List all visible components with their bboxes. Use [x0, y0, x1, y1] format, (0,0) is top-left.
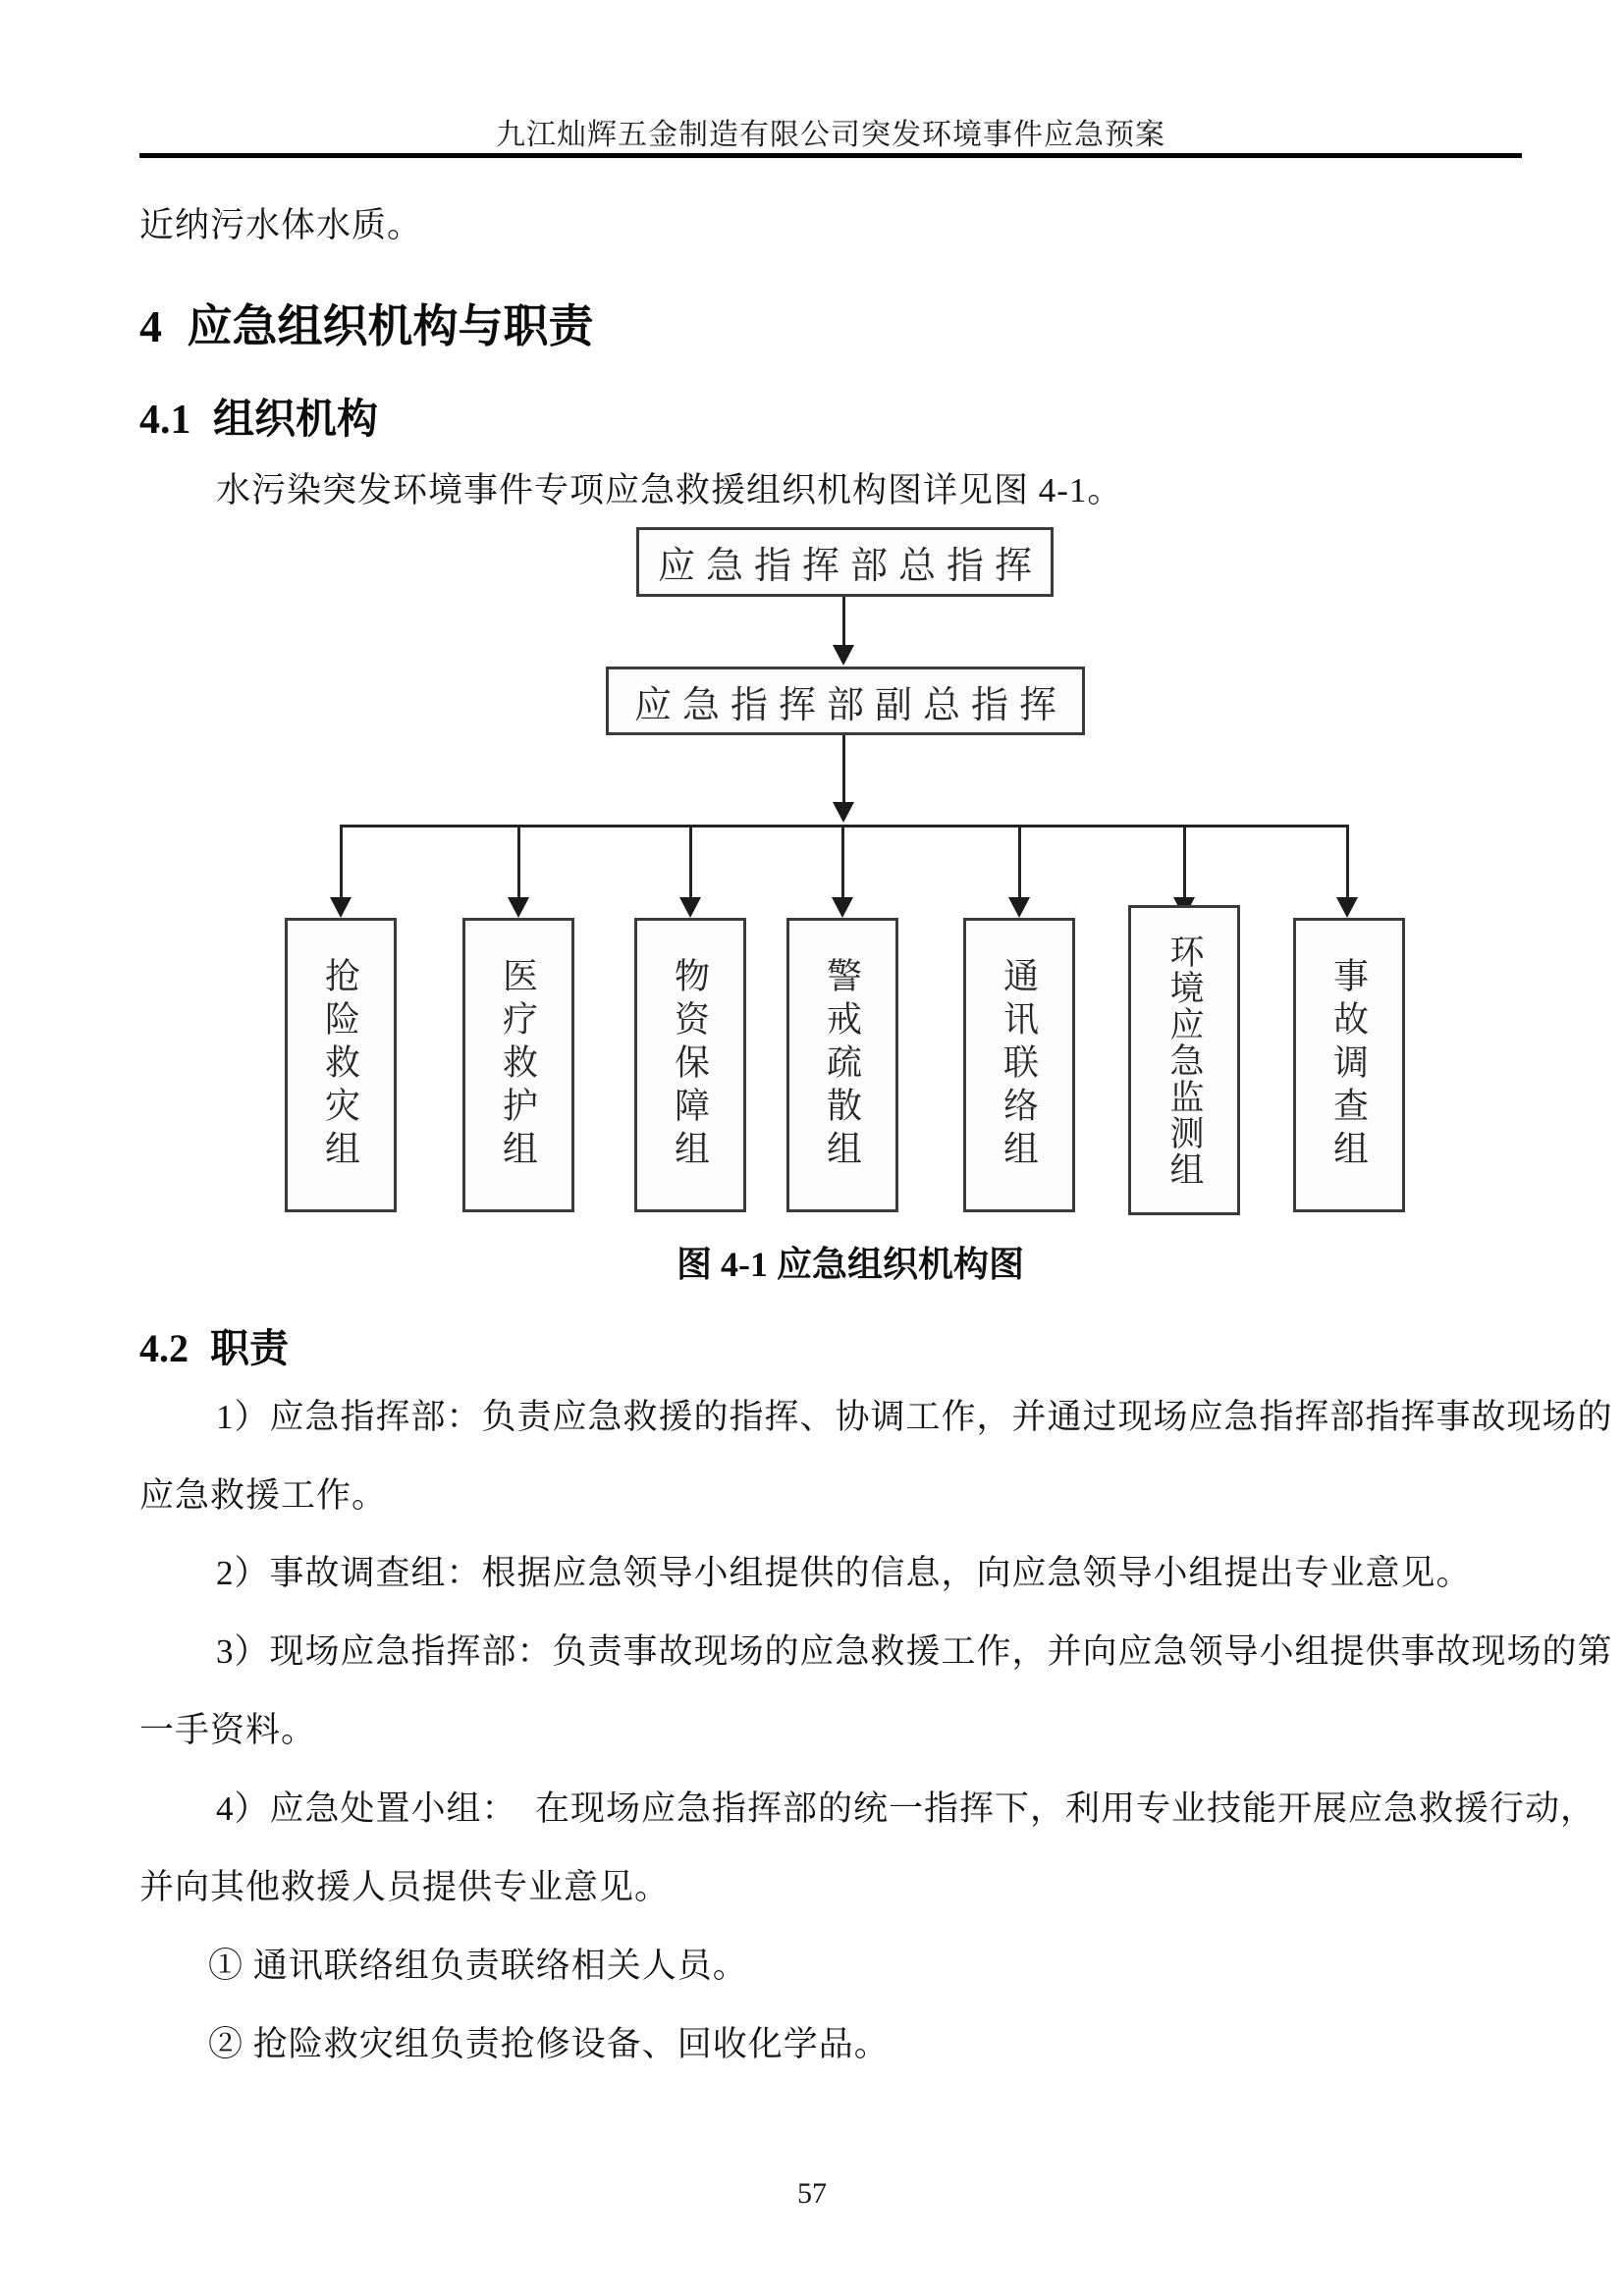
connector-line — [842, 735, 845, 803]
connector-line — [842, 597, 845, 646]
chart-box-group-label: 环境应急监测组 — [1165, 933, 1204, 1188]
chart-box-group-label: 警戒疏散组 — [822, 957, 862, 1173]
section-heading-4-1: 4.1 组织机构 — [139, 398, 379, 443]
chart-box-deputy-commander-label: 应急指挥部副总指挥 — [633, 684, 1067, 726]
chart-box-group-label: 医疗救护组 — [498, 957, 538, 1173]
duty-line: 3）现场应急指挥部：负责事故现场的应急救援工作，并向应急领导小组提供事故现场的第 — [216, 1632, 1613, 1671]
chart-box-deputy-commander — [606, 667, 1085, 735]
duty-line: 4）应急处置小组： 在现场应急指挥部的统一指挥下，利用专业技能开展应急救援行动， — [216, 1789, 1597, 1828]
header-rule — [139, 153, 1522, 158]
intro-line: 近纳污水体水质。 — [139, 206, 423, 244]
chart-box-group-label: 物资保障组 — [670, 957, 710, 1173]
connector-line — [689, 825, 692, 899]
connector-line — [1183, 825, 1186, 899]
duty-line: ② 抢险救灾组负责抢修设备、回收化学品。 — [208, 2025, 890, 2063]
chart-box-commander-label: 应急指挥部总指挥 — [657, 546, 1043, 587]
chart-box-group — [786, 918, 898, 1212]
duty-line: 应急救援工作。 — [139, 1476, 388, 1515]
chart-box-group-label: 通讯联络组 — [999, 957, 1039, 1173]
duty-line: 1）应急指挥部：负责应急救援的指挥、协调工作，并通过现场应急指挥部指挥事故现场的 — [216, 1398, 1613, 1436]
page-number: 57 — [797, 2177, 827, 2210]
chart-box-group — [285, 918, 397, 1212]
chart-box-commander — [636, 527, 1054, 597]
connector-line — [1346, 825, 1349, 899]
paragraph-4-1: 水污染突发环境事件专项应急救援组织机构图详见图 4-1。 — [216, 471, 1123, 509]
chart-box-group — [462, 918, 574, 1212]
section-heading-4-2: 4.2 职责 — [139, 1326, 289, 1370]
arrow-down-icon — [679, 897, 701, 918]
arrow-down-icon — [832, 897, 853, 918]
arrow-down-icon — [833, 645, 854, 666]
duty-line: 并向其他救援人员提供专业意见。 — [139, 1868, 671, 1906]
chart-box-group — [634, 918, 746, 1212]
section-heading-4: 4 应急组织机构与职责 — [139, 301, 594, 351]
chart-box-group — [963, 918, 1075, 1212]
figure-caption: 图 4-1 应急组织机构图 — [677, 1245, 1024, 1284]
duty-line: 一手资料。 — [139, 1711, 317, 1749]
page-header-title: 九江灿辉五金制造有限公司突发环境事件应急预案 — [496, 119, 1165, 151]
chart-box-group — [1293, 918, 1405, 1212]
arrow-down-icon — [833, 802, 854, 823]
connector-line — [517, 825, 520, 899]
duty-line: ① 通讯联络组负责联络相关人员。 — [208, 1947, 748, 1985]
connector-bus-line — [340, 825, 1349, 828]
arrow-down-icon — [1008, 897, 1030, 918]
chart-box-group — [1128, 905, 1240, 1215]
arrow-down-icon — [508, 897, 529, 918]
connector-line — [1018, 825, 1021, 899]
duty-line: 2）事故调查组：根据应急领导小组提供的信息，向应急领导小组提出专业意见。 — [216, 1554, 1472, 1592]
arrow-down-icon — [1336, 897, 1358, 918]
arrow-down-icon — [330, 897, 352, 918]
chart-box-group-label: 抢险救灾组 — [320, 957, 360, 1173]
chart-box-group-label: 事故调查组 — [1328, 957, 1369, 1173]
connector-line — [340, 825, 343, 899]
connector-line — [841, 825, 844, 899]
